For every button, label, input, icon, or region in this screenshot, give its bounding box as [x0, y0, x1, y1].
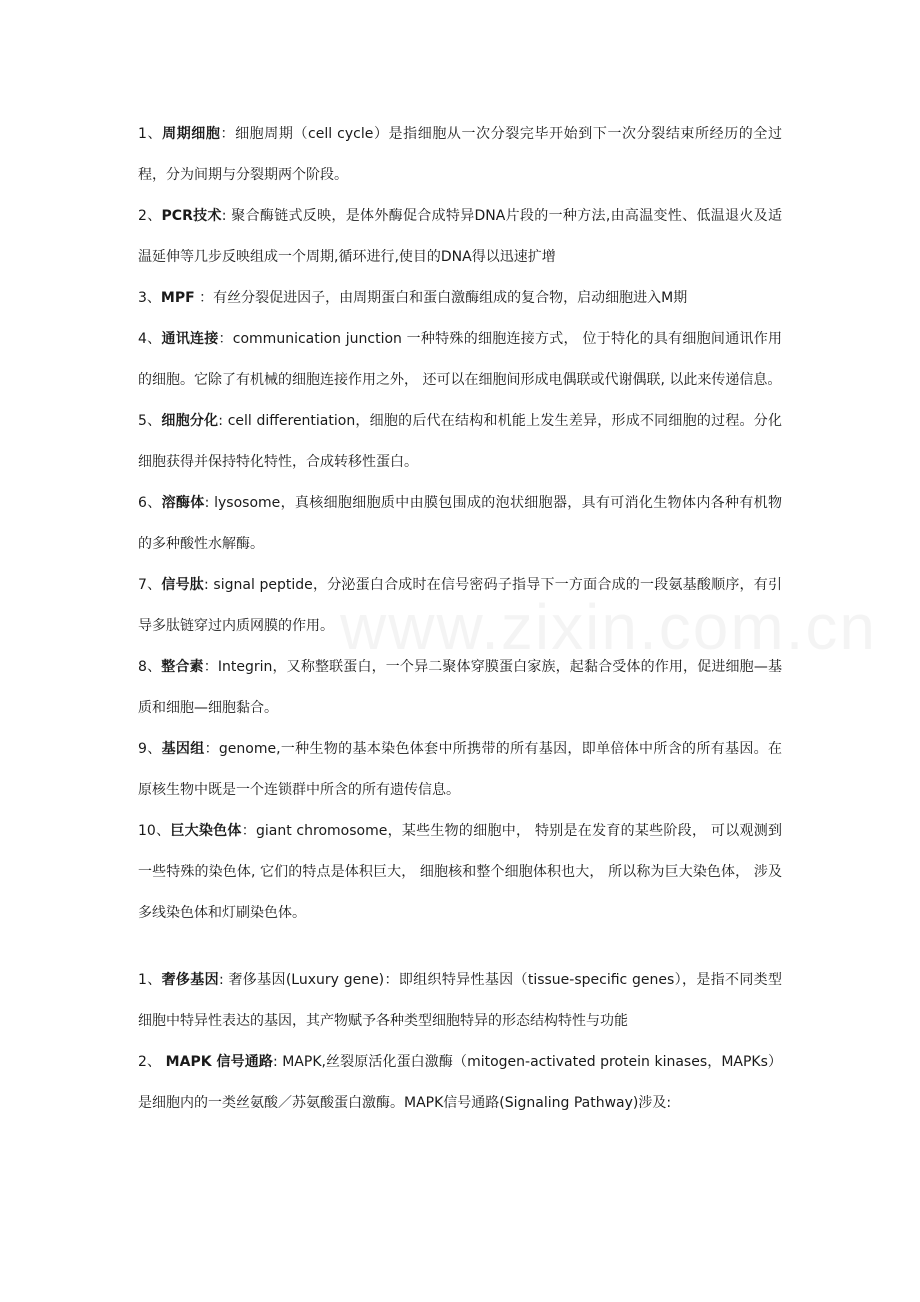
entry-term: 整合素	[161, 659, 204, 675]
entry-number: 2、	[138, 1054, 166, 1070]
entry-definition: MAPK,丝裂原活化蛋白激酶（mitogen-activated protein kinases，MAPKs）是细胞内的一类丝氨酸／苏氨酸蛋白激酶。MAPK信号通路(Signaling Pathway)涉及:	[138, 1054, 783, 1111]
entry-term: 溶酶体	[161, 495, 205, 511]
entry-number: 4、	[138, 331, 162, 347]
entry-separator: :	[218, 972, 229, 988]
entry-term: MAPK 信号通路	[165, 1054, 273, 1070]
entry-number: 2、	[138, 208, 162, 224]
entry-separator: :	[272, 1054, 283, 1070]
glossary-content	[138, 114, 782, 1124]
glossary-section-2	[138, 960, 782, 1124]
entry-separator: :	[204, 495, 215, 511]
entry-separator: ：	[220, 126, 236, 142]
entry-separator: ：	[241, 823, 256, 839]
entry-definition: giant chromosome，某些生物的细胞中， 特别是在发育的某些阶段， 可以观测到一些特殊的染色体, 它们的特点是体积巨大， 细胞核和整个细胞体积也大， 所以称为巨大染色体， 涉及多线染色体和灯刷染色体。	[138, 823, 783, 921]
glossary-entry	[138, 196, 782, 278]
glossary-entry	[138, 811, 782, 934]
entry-definition: 奢侈基因(Luxury gene)：即组织特异性基因（tissue-specific genes），是指不同类型细胞中特异性表达的基因，其产物赋予各种类型细胞特异的形态结构特性与功能	[138, 972, 783, 1029]
entry-number: 10、	[138, 823, 171, 839]
entry-definition: 细胞周期（cell cycle）是指细胞从一次分裂完毕开始到下一次分裂结束所经历的全过程，分为间期与分裂期两个阶段。	[138, 126, 782, 183]
entry-number: 1、	[138, 972, 162, 988]
entry-separator: ：	[204, 741, 219, 757]
entry-number: 6、	[138, 495, 162, 511]
glossary-entry	[138, 647, 782, 729]
glossary-entry	[138, 483, 782, 565]
glossary-entry	[138, 319, 782, 401]
entry-term: 周期细胞	[162, 126, 221, 142]
entry-definition: lysosome，真核细胞细胞质中由膜包围成的泡状细胞器，具有可消化生物体内各种有机物的多种酸性水解酶。	[138, 495, 782, 552]
section-spacer	[138, 934, 782, 960]
glossary-entry	[138, 114, 782, 196]
entry-separator: :	[204, 577, 214, 593]
entry-term: MPF	[160, 290, 195, 306]
entry-number: 9、	[138, 741, 162, 757]
entry-definition: Integrin，又称整联蛋白，一个异二聚体穿膜蛋白家族，起黏合受体的作用，促进细胞—基质和细胞—细胞黏合。	[138, 659, 782, 716]
entry-separator: ：	[203, 659, 218, 675]
entry-separator: :	[221, 208, 232, 224]
entry-term: 巨大染色体	[170, 823, 242, 839]
entry-number: 5、	[138, 413, 162, 429]
entry-term: 通讯连接	[161, 331, 219, 347]
entry-term: 信号肽	[161, 577, 205, 593]
entry-number: 7、	[138, 577, 162, 593]
entry-separator: ：	[218, 331, 233, 347]
glossary-entry	[138, 960, 782, 1042]
entry-definition: 聚合酶链式反映，是体外酶促合成特异DNA片段的一种方法,由高温变性、低温退火及适温延伸等几步反映组成一个周期,循环进行,使目的DNA得以迅速扩增	[138, 208, 782, 265]
glossary-entry	[138, 565, 782, 647]
entry-number: 3、	[138, 290, 161, 306]
glossary-section-1	[138, 114, 782, 934]
entry-definition: signal peptide，分泌蛋白合成时在信号密码子指导下一方面合成的一段氨基酸顺序，有引导多肽链穿过内质网膜的作用。	[138, 577, 782, 634]
entry-term: PCR技术	[161, 208, 222, 224]
entry-definition: 有丝分裂促进因子，由周期蛋白和蛋白激酶组成的复合物，启动细胞进入M期	[213, 290, 688, 306]
entry-separator: ：	[194, 290, 214, 306]
entry-separator: :	[218, 413, 228, 429]
entry-definition: genome,一种生物的基本染色体套中所携带的所有基因，即单倍体中所含的所有基因。在原核生物中既是一个连锁群中所含的所有遗传信息。	[138, 741, 782, 798]
entry-number: 1、	[138, 126, 163, 142]
entry-definition: communication junction 一种特殊的细胞连接方式， 位于特化的具有细胞间通讯作用的细胞。它除了有机械的细胞连接作用之外， 还可以在细胞间形成电偶联或代谢偶联, 以此来传递信息。	[138, 331, 782, 388]
glossary-entry	[138, 278, 782, 319]
glossary-entry	[138, 1042, 782, 1124]
glossary-entry	[138, 729, 782, 811]
glossary-entry	[138, 401, 782, 483]
entry-term: 基因组	[161, 741, 205, 757]
entry-term: 细胞分化	[161, 413, 219, 429]
entry-term: 奢侈基因	[161, 972, 219, 988]
entry-number: 8、	[138, 659, 162, 675]
entry-definition: cell differentiation，细胞的后代在结构和机能上发生差异，形成不同细胞的过程。分化细胞获得并保持特化特性，合成转移性蛋白。	[138, 413, 782, 470]
